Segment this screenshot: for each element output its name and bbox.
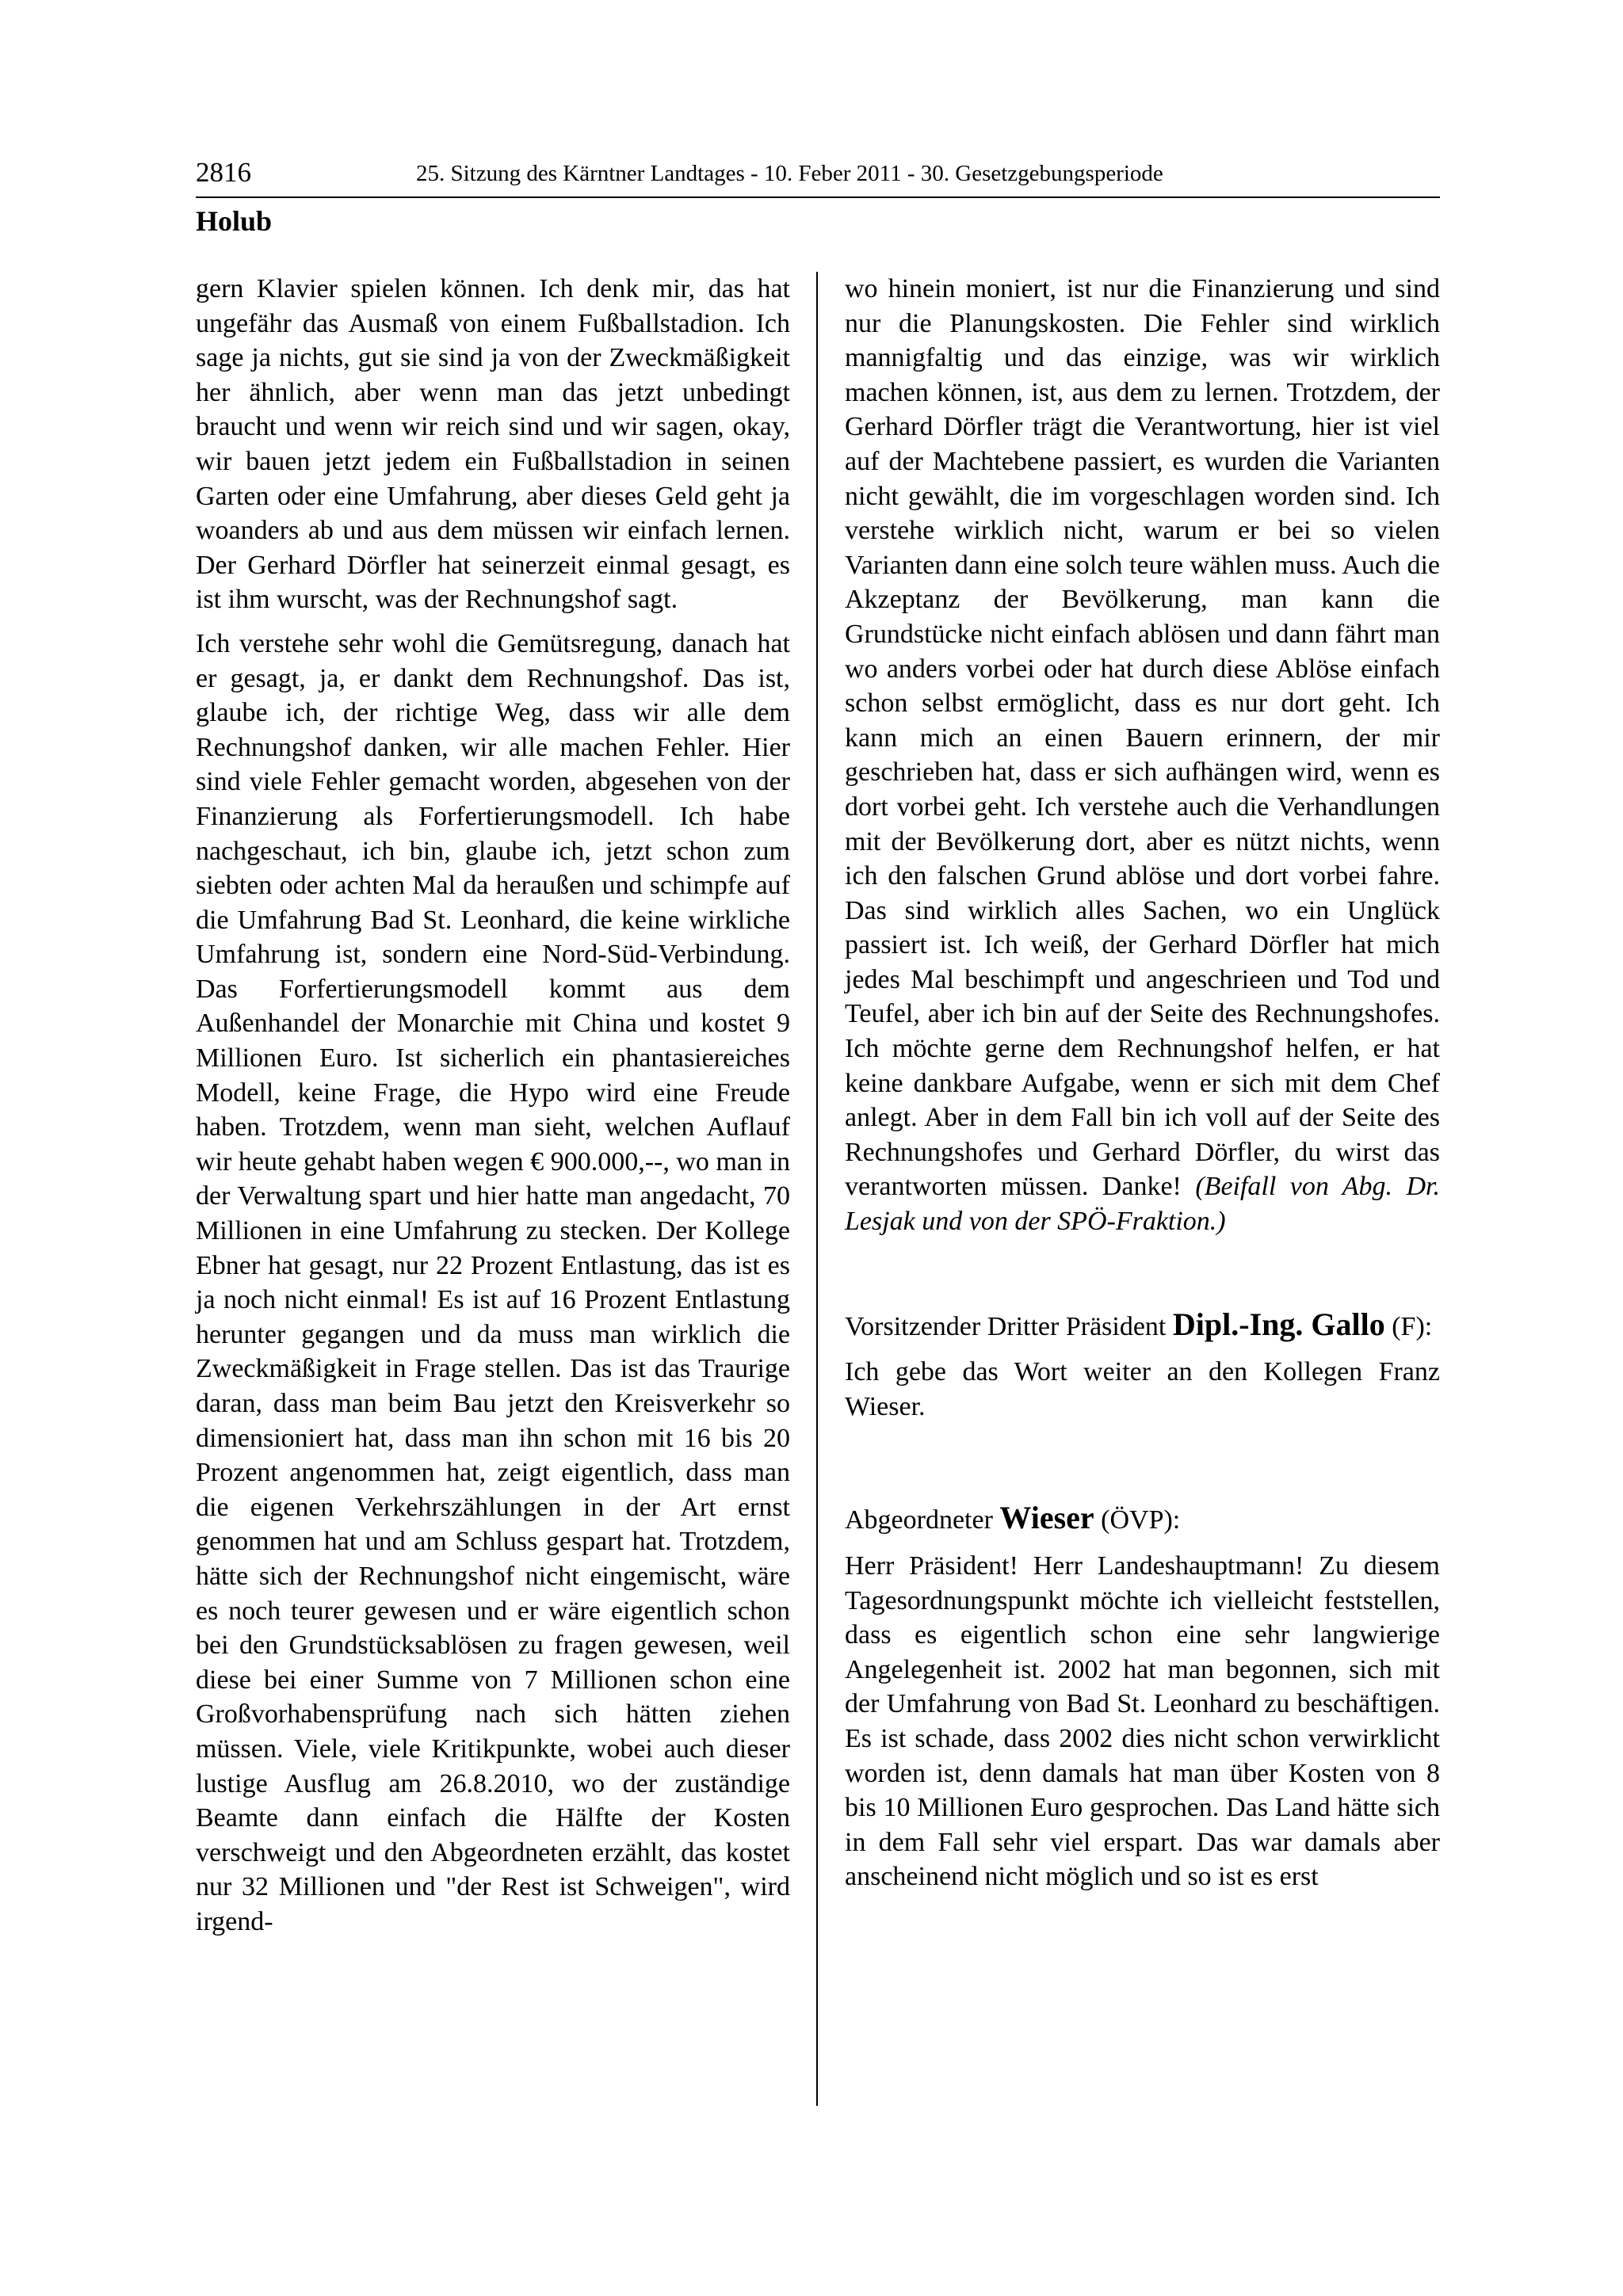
right-paragraph-3: Herr Präsident! Herr Landeshauptmann! Zu diesem Tagesordnungspunkt möchte ich vielleicht feststellen, dass es eigentlich schon eine sehr langwierige Angelegenheit ist. 2002 hat man begonnen, sich mit der Umfahrung von Bad St. Leonhard zu beschäftigen. Es ist schade, dass 2002 dies nicht schon verwirklicht worden ist, denn damals hat man über Kosten von 8 bis 10 Millionen Euro gesprochen. Das Land hätte sich in dem Fall sehr viel erspart. Das war damals aber anscheinend nicht möglich und so ist es erst <box>845 1551 1440 1892</box>
speaker-heading-prefix: Vorsitzender Dritter Präsident <box>845 1311 1167 1341</box>
speaker-heading-gallo <box>845 1307 1440 1344</box>
speaker-heading-suffix: (F): <box>1392 1311 1433 1341</box>
page-header <box>196 155 1440 198</box>
left-paragraph-1: gern Klavier spielen können. Ich denk mir, das hat ungefähr das Ausmaß von einem Fußballstadion. Ich sage ja nichts, gut sie sind ja von der Zweckmäßigkeit her ähnlich, aber wenn man das jetzt unbedingt braucht und wenn wir reich sind und wir sagen, okay, wir bauen jetzt jedem ein Fußballstadion in seinen Garten oder eine Umfahrung, aber dieses Geld geht ja woanders ab und aus dem müssen wir einfach lernen. Der Gerhard Dörfler hat seinerzeit einmal gesagt, es ist ihm wurscht, was der Rechnungshof sagt. <box>196 274 790 615</box>
speaker-heading-wieser <box>845 1501 1440 1538</box>
column-divider <box>816 272 818 2106</box>
speaker-heading-name: Wieser <box>999 1500 1094 1536</box>
right-column <box>845 272 1440 1894</box>
applause-note: (Beifall von Abg. Dr. Lesjak und von der SPÖ-Fraktion.) <box>845 1172 1441 1237</box>
left-paragraph-2: Ich verstehe sehr wohl die Gemütsregung, danach hat er gesagt, ja, er dankt dem Rechnungshof. Das ist, glaube ich, der richtige Weg, dass wir alle dem Rechnungshof danken, wir alle machen Fehler. Hier sind viele Fehler gemacht worden, abgesehen von der Finanzierung als Forfertierungsmodell. Ich habe nachgeschaut, ich bin, glaube ich, jetzt schon zum siebten oder achten Mal da heraußen und schimpfe auf die Umfahrung Bad St. Leonhard, die keine wirkliche Umfahrung ist, sondern eine Nord-Süd-Verbindung. Das Forfertierungsmodell kommt aus dem Außenhandel der Monarchie mit China und kostet 9 Millionen Euro. Ist sicherlich ein phantasiereiches Modell, keine Frage, die Hypo wird eine Freude haben. Trotzdem, wenn man sieht, welchen Auflauf wir heute gehabt haben wegen € 900.000,--, wo man in der Verwaltung spart und hier hatte man angedacht, 70 Millionen in eine Umfahrung zu stecken. Der Kollege Ebner hat gesagt, nur 22 Prozent Entlastung, das ist es ja noch nicht einmal! Es ist auf 16 Prozent Entlastung herunter gegangen und da muss man wirklich die Zweckmäßigkeit in Frage stellen. Das ist das Traurige daran, dass man beim Bau jetzt den Kreisverkehr so dimensioniert hat, dass man ihn schon mit 16 bis 20 Prozent angenommen hat, zeigt eigentlich, dass man die eigenen Verkehrszählungen in der Art ernst genommen hat und am Schluss gespart hat. Trotzdem, hätte sich der Rechnungshof nicht eingemischt, wäre es noch teurer gewesen und er wäre eigentlich schon bei den Grundstücksablösen zu fragen gewesen, weil diese bei einer Summe von 7 Millionen schon eine Großvorhabensprüfung nach sich hätten ziehen müssen. Viele, viele Kritikpunkte, wobei auch dieser lustige Ausflug am 26.8.2010, wo der zuständige Beamte dann einfach die Hälfte der Kosten verschweigt und den Abgeordneten erzählt, das kostet nur 32 Millionen und "der Rest ist Schweigen", wird irgend- <box>196 628 790 1936</box>
page-number: 2816 <box>196 157 251 188</box>
right-paragraph-1 <box>845 272 1440 1239</box>
right-paragraph-2: Ich gebe das Wort weiter an den Kollegen Franz Wieser. <box>845 1357 1440 1421</box>
left-column <box>196 272 790 1939</box>
speaker-heading-suffix: (ÖVP): <box>1101 1505 1181 1535</box>
right-paragraph-1-text: wo hinein moniert, ist nur die Finanzierung und sind nur die Planungskosten. Die Fehler sind wirklich mannigfaltig und das einzige, was wir wirklich machen können, ist, aus dem zu lernen. Trotzdem, der Gerhard Dörfler trägt die Verantwortung, hier ist viel auf der Machtebene passiert, es wurden die Varianten nicht gewählt, die im vorgeschlagen worden sind. Ich verstehe wirklich nicht, warum er bei so vielen Varianten dann eine solch teure wählen muss. Auch die Akzeptanz der Bevölkerung, man kann die Grundstücke nicht einfach ablösen und dann fährt man wo anders vorbei oder hat durch diese Ablöse einfach schon selbst ermöglicht, dass es nur dort geht. Ich kann mich an einen Bauern erinnern, der mir geschrieben hat, dass er sich aufhängen wird, wenn es dort vorbei geht. Ich verstehe auch die Verhandlungen mit der Bevölkerung dort, aber es nützt nichts, wenn ich den falschen Grund ablöse und dort vorbei fahre. Das sind wirklich alles Sachen, wo ein Unglück passiert ist. Ich weiß, der Gerhard Dörfler hat mich jedes Mal beschimpft und angeschrieen und Tod und Teufel, aber ich bin auf der Seite des Rechnungshofes. Ich möchte gerne dem Rechnungshof helfen, er hat keine dankbare Aufgabe, wenn er sich mit dem Chef anlegt. Aber in dem Fall bin ich voll auf der Seite des Rechnungshofes und Gerhard Dörfler, du wirst das verantworten müssen. Danke! <box>845 274 1440 1202</box>
speaker-heading-name: Dipl.-Ing. Gallo <box>1172 1306 1385 1342</box>
speaker-name: Holub <box>196 205 273 237</box>
speaker-heading-prefix: Abgeordneter <box>845 1505 993 1535</box>
session-title: 25. Sitzung des Kärntner Landtages - 10. Feber 2011 - 30. Gesetzgebungsperiode <box>416 161 1163 186</box>
